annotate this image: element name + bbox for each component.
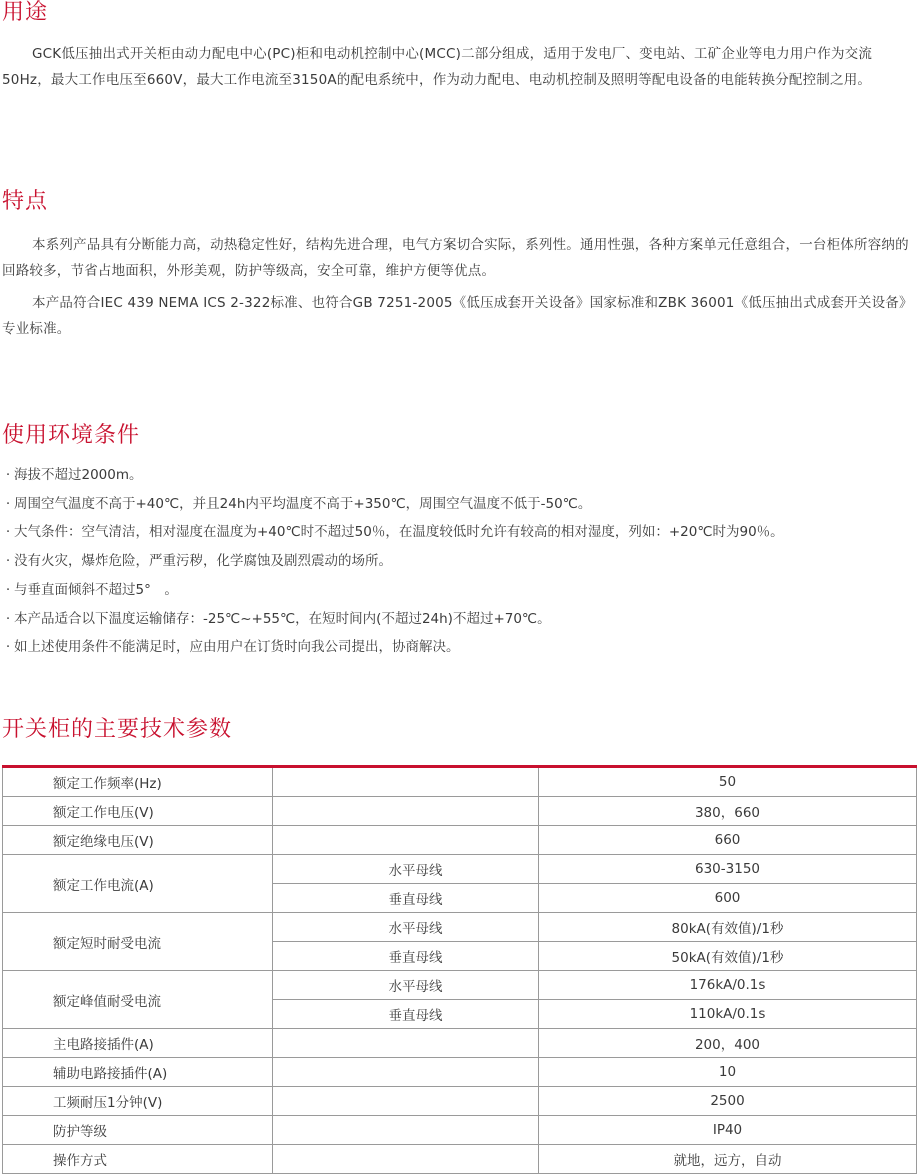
features-paragraph-2: 本产品符合IEC 439 NEMA ICS 2-322标准、也符合GB 7251-2005《低压成套开关设备》国家标准和ZBK 36001《低压抽出式成套开关设备》专业标准。 <box>2 295 913 337</box>
list-item: · 周围空气温度不高于+40℃，并且24h内平均温度不高于+350℃，周围空气温度不低于-50℃。 <box>2 490 916 519</box>
param-value: 就地，远方，自动 <box>539 1145 917 1174</box>
table-row <box>3 1058 917 1087</box>
param-name: 额定工作电流(A) <box>3 855 273 913</box>
param-sub-empty <box>273 1058 539 1087</box>
param-value: 50 <box>539 767 917 797</box>
environment-list <box>2 461 916 662</box>
param-name: 额定工作电压(V) <box>3 797 273 826</box>
param-name: 操作方式 <box>3 1145 273 1174</box>
table-row <box>3 1029 917 1058</box>
param-name: 主电路接插件(A) <box>3 1029 273 1058</box>
table-row <box>3 826 917 855</box>
param-value: 600 <box>539 884 917 913</box>
param-name: 辅助电路接插件(A) <box>3 1058 273 1087</box>
features-paragraph-1: 本系列产品具有分断能力高，动热稳定性好，结构先进合理，电气方案切合实际，系列性。通用性强，各种方案单元任意组合，一台柜体所容纳的回路较多，节省占地面积，外形美观，防护等级高，安全可靠，维护方便等优点。 <box>2 237 909 279</box>
param-value: 380，660 <box>539 797 917 826</box>
param-sub-empty <box>273 826 539 855</box>
param-name: 额定绝缘电压(V) <box>3 826 273 855</box>
table-row <box>3 913 917 942</box>
table-row <box>3 1087 917 1116</box>
param-sub-empty <box>273 797 539 826</box>
param-sub-label: 垂直母线 <box>273 942 539 971</box>
param-value: 200，400 <box>539 1029 917 1058</box>
param-value: 176kA/0.1s <box>539 971 917 1000</box>
param-value: 50kA(有效值)/1秒 <box>539 942 917 971</box>
list-item: · 没有火灾，爆炸危险，严重污秽，化学腐蚀及剧烈震动的场所。 <box>2 547 916 576</box>
param-name: 防护等级 <box>3 1116 273 1145</box>
usage-heading: 用途 <box>2 0 49 25</box>
table-row <box>3 1116 917 1145</box>
param-sub-empty <box>273 1116 539 1145</box>
table-row <box>3 797 917 826</box>
param-value: 630-3150 <box>539 855 917 884</box>
param-sub-empty <box>273 1145 539 1174</box>
param-value: IP40 <box>539 1116 917 1145</box>
param-sub-label: 垂直母线 <box>273 884 539 913</box>
param-value: 2500 <box>539 1087 917 1116</box>
parameters-heading: 开关柜的主要技术参数 <box>2 717 233 742</box>
table-row <box>3 855 917 884</box>
param-sub-label: 水平母线 <box>273 971 539 1000</box>
param-name: 额定短时耐受电流 <box>3 913 273 971</box>
param-value: 10 <box>539 1058 917 1087</box>
param-value: 80kA(有效值)/1秒 <box>539 913 917 942</box>
list-item: · 与垂直面倾斜不超过5° 。 <box>2 576 916 605</box>
param-name: 额定工作频率(Hz) <box>3 767 273 797</box>
features-heading: 特点 <box>2 189 49 214</box>
param-value: 110kA/0.1s <box>539 1000 917 1029</box>
parameters-table <box>2 765 917 1174</box>
table-row <box>3 971 917 1000</box>
param-sub-empty <box>273 1087 539 1116</box>
param-sub-empty <box>273 1029 539 1058</box>
param-sub-label: 水平母线 <box>273 855 539 884</box>
environment-heading: 使用环境条件 <box>2 423 141 448</box>
param-sub-label: 垂直母线 <box>273 1000 539 1029</box>
list-item: · 如上述使用条件不能满足时，应由用户在订货时向我公司提出，协商解决。 <box>2 633 916 662</box>
usage-text: GCK低压抽出式开关柜由动力配电中心(PC)柜和电动机控制中心(MCC)二部分组成，适用于发电厂、变电站、工矿企业等电力用户作为交流50Hz，最大工作电压至660V，最大工作电流至3150A的配电系统中，作为动力配电、电动机控制及照明等配电设备的电能转换分配控制之用。 <box>2 46 873 88</box>
table-row <box>3 1145 917 1174</box>
list-item: · 本产品适合以下温度运输储存：-25℃~+55℃，在短时间内(不超过24h)不超过+70℃。 <box>2 605 916 634</box>
list-item: · 大气条件：空气清洁，相对湿度在温度为+40℃时不超过50％，在温度较低时允许有较高的相对湿度，列如：+20℃时为90％。 <box>2 518 916 547</box>
param-sub-label: 水平母线 <box>273 913 539 942</box>
param-sub-empty <box>273 767 539 797</box>
list-item: · 海拔不超过2000m。 <box>2 461 916 490</box>
param-value: 660 <box>539 826 917 855</box>
param-name: 工频耐压1分钟(V) <box>3 1087 273 1116</box>
param-name: 额定峰值耐受电流 <box>3 971 273 1029</box>
table-row <box>3 767 917 797</box>
